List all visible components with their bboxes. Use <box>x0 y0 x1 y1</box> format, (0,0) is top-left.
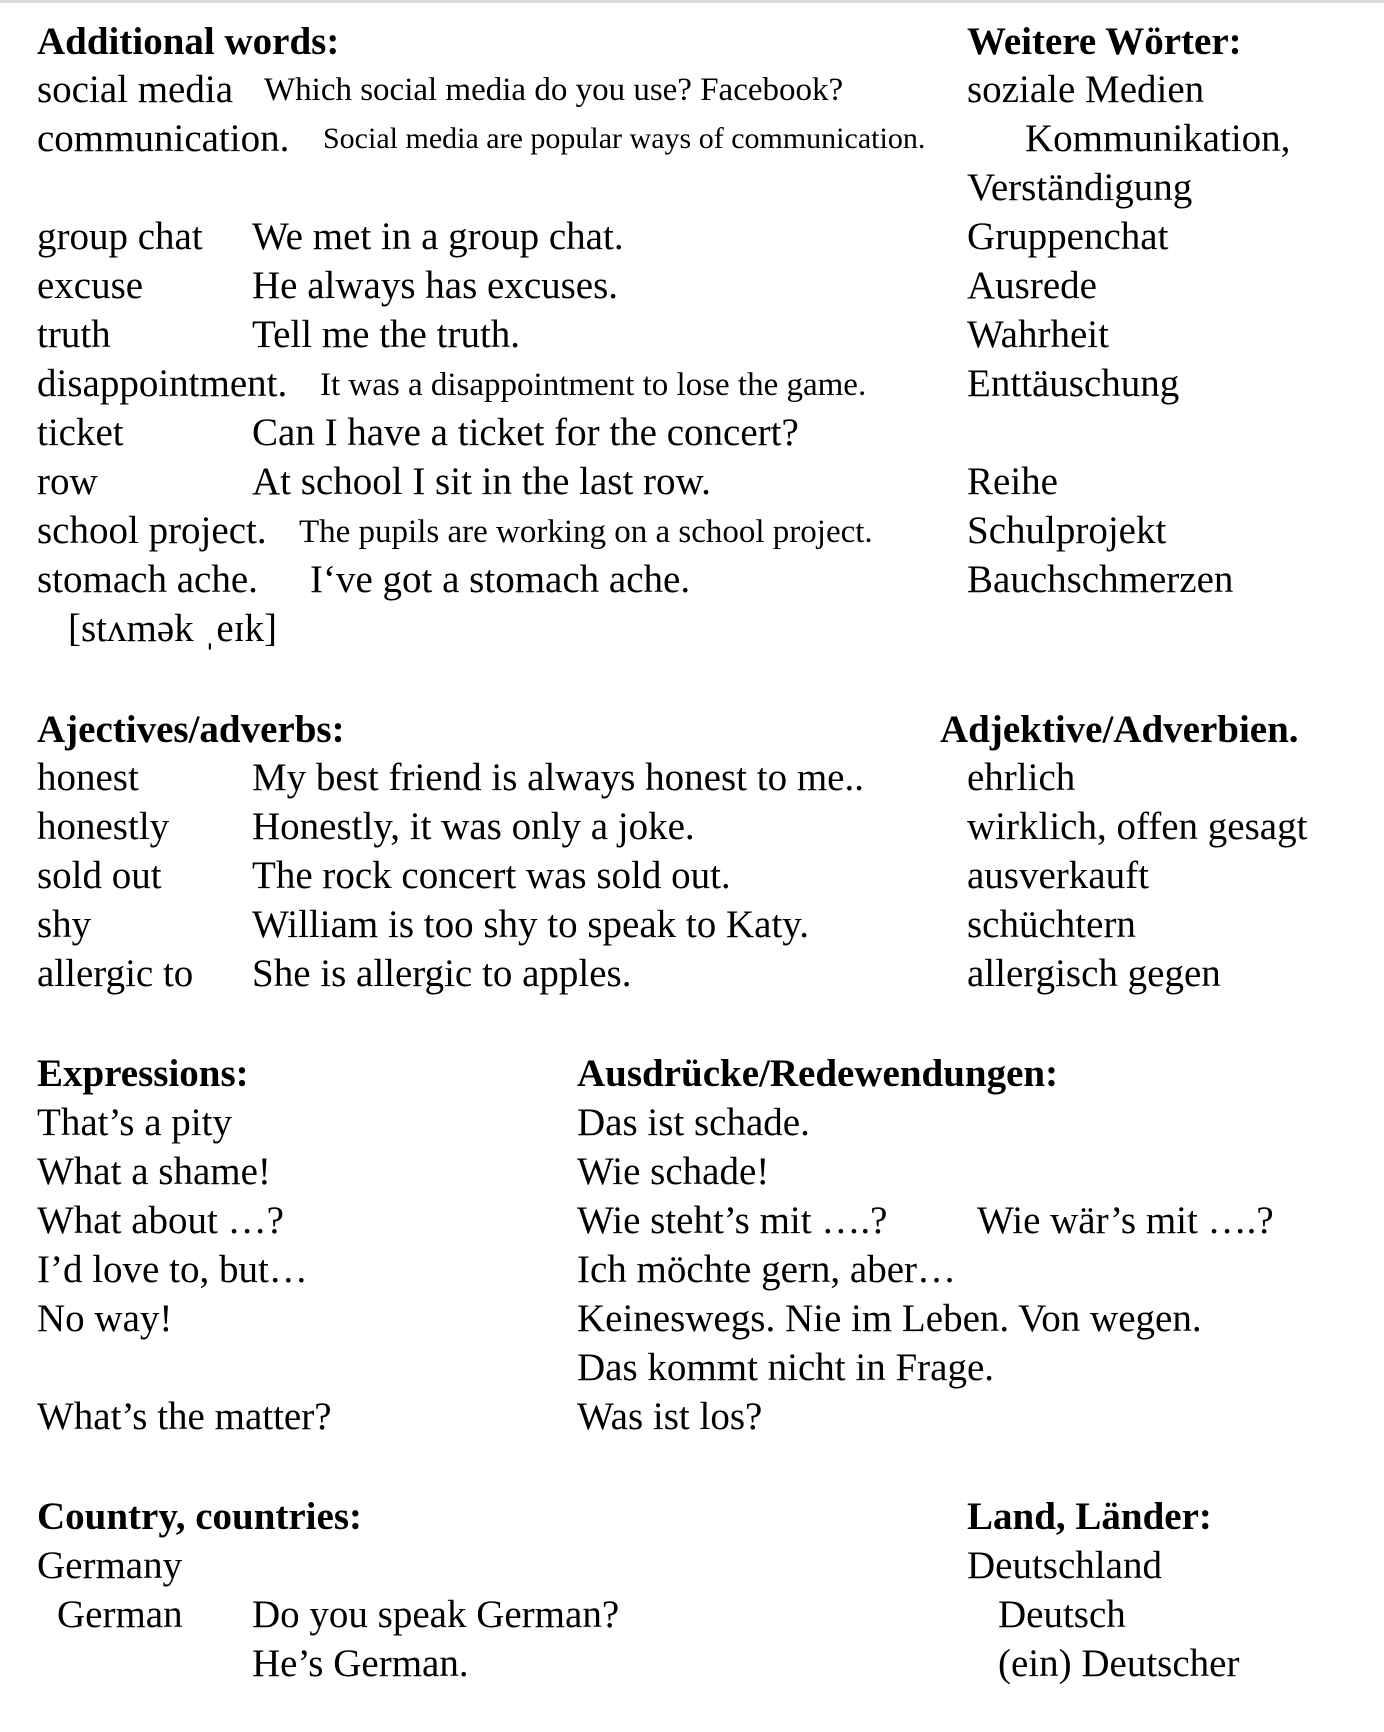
word-excuse: excuse <box>37 264 144 307</box>
translation-row: Reihe <box>967 460 1058 503</box>
phonetic-stomach-ache: [stʌmək ˌeɪk] <box>68 607 278 650</box>
word-ticket: ticket <box>37 411 124 454</box>
translation-disappointment: Enttäuschung <box>967 362 1180 405</box>
example-german-person: He’s German. <box>252 1642 469 1685</box>
heading-adjectives: Ajectives/adverbs: <box>37 708 345 751</box>
example-honest: My best friend is always honest to me.. <box>252 756 864 799</box>
example-truth: Tell me the truth. <box>252 313 521 356</box>
word-shy: shy <box>37 903 92 946</box>
expression-en: What about …? <box>37 1199 284 1242</box>
example-social-media: Which social media do you use? Facebook? <box>264 72 844 108</box>
translation-germany: Deutschland <box>967 1544 1162 1587</box>
heading-additional-words: Additional words: <box>37 20 340 63</box>
example-disappointment: It was a disappointment to lose the game. <box>320 367 867 403</box>
word-german: German <box>57 1593 183 1636</box>
word-group-chat: group chat <box>37 215 203 258</box>
word-disappointment: disappointment. <box>37 362 288 405</box>
expression-de-alt: Wie wär’s mit ….? <box>977 1199 1274 1242</box>
word-row: row <box>37 460 98 503</box>
example-row: At school I sit in the last row. <box>252 460 711 503</box>
heading-laender: Land, Länder: <box>967 1495 1212 1538</box>
heading-ausdruecke: Ausdrücke/Redewendungen: <box>577 1052 1059 1095</box>
translation-excuse: Ausrede <box>967 264 1097 307</box>
example-allergic-to: She is allergic to apples. <box>252 952 632 995</box>
word-social-media: social media <box>37 68 234 111</box>
expression-en: What a shame! <box>37 1150 271 1193</box>
example-sold-out: The rock concert was sold out. <box>252 854 731 897</box>
heading-adjektive: Adjektive/Adverbien. <box>940 708 1299 751</box>
expression-de: Wie steht’s mit ….? <box>577 1199 888 1242</box>
expression-en: What’s the matter? <box>37 1395 332 1438</box>
translation-german-language: Deutsch <box>998 1593 1126 1636</box>
translation-social-media: soziale Medien <box>967 68 1205 111</box>
expression-de: Ich möchte gern, aber… <box>577 1248 956 1291</box>
example-school-project: The pupils are working on a school project. <box>299 514 873 550</box>
expression-de: Keineswegs. Nie im Leben. Von wegen. <box>577 1297 1202 1340</box>
example-german-language: Do you speak German? <box>252 1593 620 1636</box>
word-allergic-to: allergic to <box>37 952 194 995</box>
word-sold-out: sold out <box>37 854 162 897</box>
translation-german-person: (ein) Deutscher <box>998 1642 1240 1685</box>
translation-allergic-to: allergisch gegen <box>967 952 1221 995</box>
example-excuse: He always has excuses. <box>252 264 619 307</box>
expression-en: No way! <box>37 1297 173 1340</box>
translation-sold-out: ausverkauft <box>967 854 1149 897</box>
word-honestly: honestly <box>37 805 170 848</box>
word-communication: communication. <box>37 117 290 160</box>
translation-honest: ehrlich <box>967 756 1076 799</box>
example-group-chat: We met in a group chat. <box>252 215 624 258</box>
expression-de: Das kommt nicht in Frage. <box>577 1346 995 1389</box>
translation-school-project: Schulprojekt <box>967 509 1167 552</box>
translation-group-chat: Gruppenchat <box>967 215 1169 258</box>
word-school-project: school project. <box>37 509 267 552</box>
example-ticket: Can I have a ticket for the concert? <box>252 411 799 454</box>
example-honestly: Honestly, it was only a joke. <box>252 805 695 848</box>
expression-de: Was ist los? <box>577 1395 763 1438</box>
word-germany: Germany <box>37 1544 183 1587</box>
expression-de: Wie schade! <box>577 1150 770 1193</box>
expression-en: That’s a pity <box>37 1101 232 1144</box>
translation-shy: schüchtern <box>967 903 1136 946</box>
heading-countries: Country, countries: <box>37 1495 362 1538</box>
word-truth: truth <box>37 313 111 356</box>
translation-honestly: wirklich, offen gesagt <box>967 805 1308 848</box>
translation-communication: Kommunikation, <box>1025 117 1291 160</box>
translation-truth: Wahrheit <box>967 313 1109 356</box>
translation-communication-2: Verständigung <box>967 166 1193 209</box>
translation-stomach-ache: Bauchschmerzen <box>967 558 1234 601</box>
example-shy: William is too shy to speak to Katy. <box>252 903 810 946</box>
heading-weitere-woerter: Weitere Wörter: <box>967 20 1242 63</box>
word-honest: honest <box>37 756 139 799</box>
example-stomach-ache: I‘ve got a stomach ache. <box>310 558 691 601</box>
expression-de: Das ist schade. <box>577 1101 810 1144</box>
example-communication: Social media are popular ways of communication. <box>323 122 926 155</box>
word-stomach-ache: stomach ache. <box>37 558 258 601</box>
heading-expressions: Expressions: <box>37 1052 249 1095</box>
expression-en: I’d love to, but… <box>37 1248 308 1291</box>
top-border <box>0 0 1384 3</box>
